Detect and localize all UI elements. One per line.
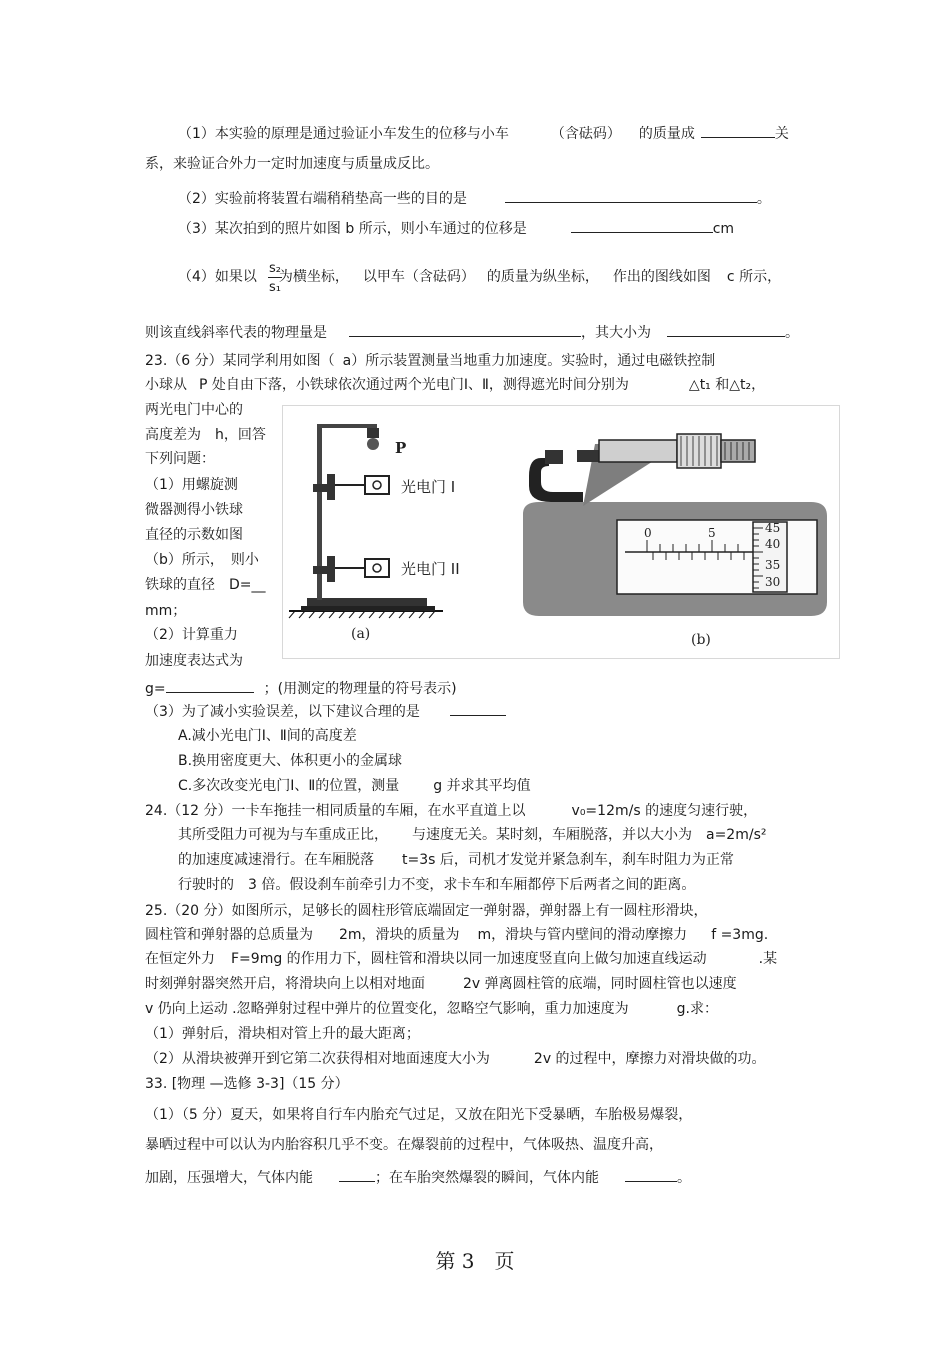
q24-line-4: 行驶时的 3 倍。假设刹车前牵引力不变，求卡车和车厢都停下后两者之间的距离。 [178,877,696,893]
q-line-3 [178,188,771,208]
q23-line-g [145,678,457,698]
q23-side-11: 加速度表达式为 [145,653,243,669]
text: t=3s 后，司机才发觉并紧急刹车，刹车时阻力为正常 [402,852,734,868]
label-p: P [395,439,407,457]
text: △t₁ 和△t₂， [688,377,766,393]
text: C.多次改变光电门Ⅰ、Ⅱ的位置，测量 [178,778,400,794]
text: （2）从滑块被弹开到它第二次获得相对地面速度大小为 [145,1051,490,1067]
text: ；(用测定的物理量的符号表示) [263,681,457,697]
clamp-2 [313,566,327,574]
text: 。 [756,191,771,207]
q23-side-7: （b）所示， 则小 [145,552,259,568]
text: 作出的图线如图 [612,269,711,285]
text: 2m，滑块的质量为 [339,927,460,943]
clamp-1 [313,484,327,492]
text: v 仍向上运动 .忽略弹射过程中弹片的位置变化，忽略空气影响，重力加速度为 [145,1001,629,1017]
text: （4）如果以 [178,269,257,285]
anvil [545,450,563,464]
text: 。 [677,1170,691,1186]
q-line-5 [178,268,781,286]
thimble-label-35: 35 [765,558,781,572]
q-line-1 [178,123,789,143]
text: 系，来验证合外力一定时加速度与质量成反比。 [145,156,439,172]
iron-ball [367,438,379,450]
option-a: A.减小光电门Ⅰ、Ⅱ间的高度差 [178,728,357,744]
answer-blank[interactable] [339,1167,375,1182]
text: 的质量成 [638,126,695,142]
q23-line-3 [145,701,506,721]
thimble-label-45: 45 [765,521,781,535]
q23-side-4: （1）用螺旋测 [145,477,238,493]
answer-blank[interactable] [667,322,785,337]
label-gate-1: 光电门 I [401,478,456,496]
q23-line-1 [145,352,715,370]
text: 则该直线斜率代表的物理量是 [145,325,327,341]
base-foot [301,606,435,611]
option-b: B.换用密度更大、体积更小的金属球 [178,753,403,769]
q23-side-5: 微器测得小铁球 [145,502,243,518]
gate-1-stem [327,474,335,500]
q24-line-3 [178,851,734,869]
q25-line-1: 25.（20 分）如图所示，足够长的圆柱形管底端固定一弹射器，弹射器上有一圆柱形滑块， [145,903,708,919]
q23-line-2 [145,376,765,394]
text: g 并求其平均值 [433,778,531,794]
text: 在恒定外力 [145,951,215,967]
text: 圆柱管和弹射器的总质量为 [145,927,313,943]
q25-line-7 [145,1050,766,1068]
q23-side-1: 两光电门中心的 [145,402,243,418]
answer-blank[interactable] [571,218,713,233]
text: 与速度无关。某时刻，车厢脱落，并以大小为 [412,827,692,843]
text: ，其大小为 [581,325,651,341]
text: f =3mg. [711,927,769,943]
micrometer-b [523,434,827,648]
ratchet [721,440,755,462]
text: .某 [758,951,778,967]
text: m，滑块与管内壁间的滑动摩擦力 [477,927,688,943]
q25-line-3 [145,950,777,968]
fraction-denominator: s₁ [269,280,281,295]
text: F=9mg 的作用力下，圆柱管和滑块以同一加速度竖直向上做匀加速直线运动 [231,951,707,967]
answer-blank[interactable] [166,678,254,693]
q33-line-1: （1）（5 分）夏天，如果将自行车内胎充气过足，又放在阳光下受暴晒，车胎极易爆裂， [145,1107,693,1123]
q24-line-2 [178,826,766,844]
electromagnet [367,428,379,438]
q23-side-10: （2）计算重力 [145,627,238,643]
sleeve-label-5: 5 [708,526,716,540]
text: 24.（12 分）一卡车拖挂一相同质量的车厢，在水平直道上以 [145,803,526,819]
text: （含砝码） [550,126,621,142]
fraction-numerator: s₂ [269,261,281,276]
text: （2）实验前将装置右端稍稍垫高一些的目的是 [178,191,467,207]
text: v₀=12m/s 的速度匀速行驶， [571,803,758,819]
q-line-2 [145,155,439,173]
spindle [577,450,599,462]
page-number: 第 3 页 [435,1249,515,1273]
text: g= [145,681,166,697]
text: 的质量为纵坐标， [486,269,599,285]
figure-apparatus [282,405,840,659]
q25-line-4 [145,975,737,993]
q25-line-6: （1）弹射后，滑块相对管上升的最大距离； [145,1026,420,1042]
text: 为横坐标， [278,269,349,285]
text: c 所示， [726,269,782,285]
q-line-4 [178,218,734,238]
figure-svg [283,406,839,658]
text: 的加速度减速滑行。在车厢脱落 [178,852,374,868]
text: a=2m/s² [706,827,767,843]
thimble-label-40: 40 [765,537,781,551]
micrometer-frame [529,458,583,502]
q25-line-2 [145,926,768,944]
text: （3）为了减小实验误差，以下建议合理的是 [145,704,420,720]
sleeve [599,440,677,462]
text: 其所受阻力可视为与车重成正比， [178,827,388,843]
text: a）所示装置测量当地重力加速度。实验时，通过电磁铁控制 [342,353,716,369]
q23-side-6: 直径的示数如图 [145,527,243,543]
thimble-label-30: 30 [765,575,781,589]
text: 以甲车（含砝码） [362,269,475,285]
option-c [178,777,531,795]
text: ；在车胎突然爆裂的瞬间，气体内能 [375,1170,599,1186]
q33-heading: 33. [物理 —选修 3-3]（15 分） [145,1076,349,1092]
answer-blank[interactable] [625,1167,677,1182]
text: 2v 的过程中，摩擦力对滑块做的功。 [533,1051,766,1067]
text: （1）本实验的原理是通过验证小车发生的位移与小车 [178,126,509,142]
text: 小球从 [145,377,187,393]
q23-side-9: mm； [145,603,187,619]
photogate-2 [365,559,389,577]
q25-line-5 [145,1000,718,1018]
text: 加剧，压强增大，气体内能 [145,1170,313,1186]
caption-a: (a) [351,626,371,642]
q23-side-8: 铁球的直径 D=__ [145,577,266,593]
answer-blank[interactable] [349,322,581,337]
caption-b: (b) [691,632,711,648]
answer-blank[interactable] [450,701,506,716]
q24-line-1 [145,802,757,820]
text: 关 [774,126,789,142]
text: g.求： [676,1001,718,1017]
sleeve-label-0: 0 [644,526,652,540]
q33-line-2: 暴晒过程中可以认为内胎容积几乎不变。在爆裂前的过程中，气体吸热、温度升高， [145,1137,663,1153]
text: P 处自由下落，小铁球依次通过两个光电门Ⅰ、Ⅱ，测得遮光时间分别为 [199,377,629,393]
answer-blank[interactable] [505,188,757,203]
stand-arm [317,424,377,428]
q23-side-2: 高度差为 h，回答 [145,427,266,443]
apparatus-a [289,424,460,642]
text: 2v 弹离圆柱管的底端，同时圆柱管也以速度 [463,976,737,992]
text: 23.（6 分）某同学利用如图（ [145,353,335,369]
photogate-1 [365,476,389,494]
text: 时刻弹射器突然开启，将滑块向上以相对地面 [145,976,425,992]
text: 。 [785,325,799,341]
label-gate-2: 光电门 II [401,560,460,578]
gate-2-stem [327,556,335,582]
text: cm [712,221,735,237]
text: （3）某次拍到的照片如图 b 所示，则小车通过的位移是 [178,221,527,237]
q23-side-3: 下列问题： [145,451,215,467]
answer-blank[interactable] [701,123,775,138]
q33-line-3 [145,1167,691,1187]
q-line-6 [145,322,799,342]
